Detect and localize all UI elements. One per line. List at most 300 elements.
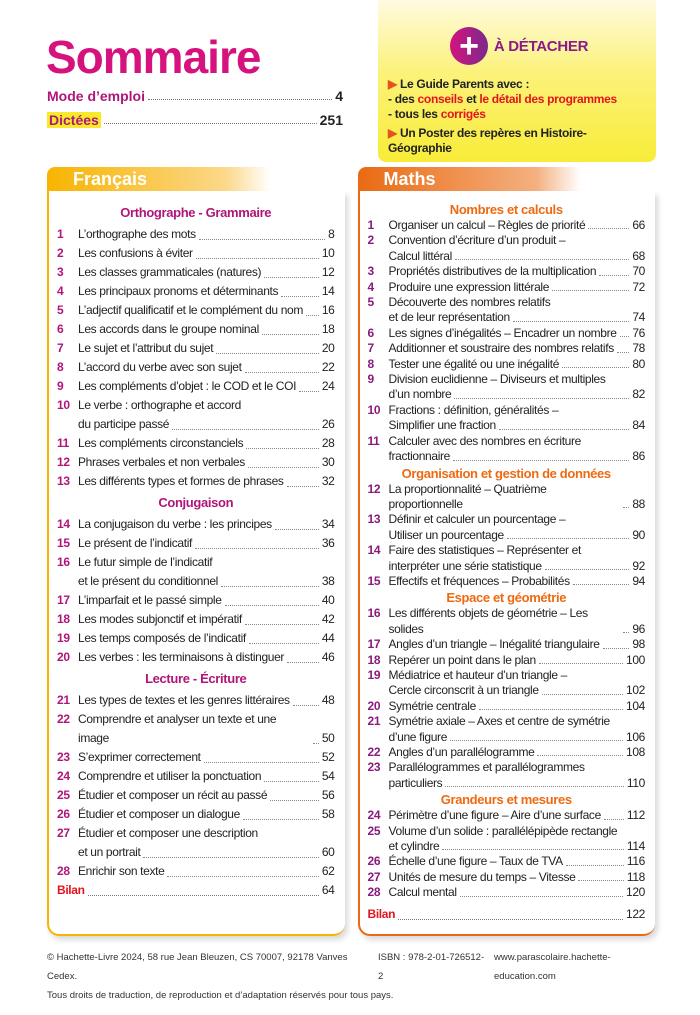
entry-text — [78, 748, 335, 767]
entry-line — [78, 648, 335, 667]
section-heading: Orthographe - Grammaire — [120, 205, 272, 220]
toc-entry[interactable] — [57, 282, 335, 301]
entry-number: 13 — [57, 474, 70, 488]
entry-number: 11 — [367, 433, 380, 448]
dot-leader — [513, 321, 630, 322]
entry-line — [78, 691, 335, 710]
entry-title: Étudier et composer une description — [78, 826, 258, 840]
entry-page: 82 — [632, 387, 645, 402]
entry-page: 10 — [321, 246, 335, 260]
entry-page: 48 — [321, 693, 335, 707]
dot-leader — [445, 786, 624, 787]
section-heading: Lecture - Écriture — [145, 671, 247, 686]
entry-number: 19 — [367, 667, 381, 682]
entry-title: Volume d’un solide : parallélépipède rectangle — [388, 823, 618, 838]
entry-page: 18 — [321, 322, 335, 336]
entry-page: 120 — [626, 885, 645, 900]
entry-line — [78, 244, 335, 263]
entry-text — [389, 403, 646, 434]
toc-entry[interactable] — [57, 515, 335, 534]
toc-entry[interactable] — [368, 808, 646, 823]
dot-leader — [566, 865, 624, 866]
entry-title: Les confusions à éviter — [78, 246, 193, 260]
entry-line — [78, 472, 335, 491]
entry-number: 26 — [57, 807, 70, 821]
toc-entry[interactable] — [57, 748, 335, 767]
toc-entry[interactable] — [368, 341, 646, 356]
entry-title: Les compléments d’objet : le COD et le COI — [78, 379, 297, 393]
maths-toc — [360, 191, 656, 924]
entry-number: 3 — [367, 264, 374, 279]
bilan-label: Bilan — [57, 883, 85, 897]
entry-number: 19 — [57, 631, 70, 645]
entry-number: 3 — [57, 265, 64, 279]
entry-page: 116 — [626, 854, 645, 869]
entry-title: Calculer avec des nombres en écriture — [388, 433, 581, 448]
entry-text — [78, 710, 335, 748]
toc-entry[interactable] — [368, 714, 646, 745]
entry-line — [389, 668, 646, 683]
entry-line — [78, 748, 335, 767]
entry-title: L’imparfait et le passé simple — [78, 593, 222, 607]
entry-line — [389, 372, 646, 387]
entry-title: S’exprimer correctement — [78, 750, 201, 764]
entry-page: 110 — [626, 775, 645, 790]
toc-entry[interactable] — [368, 668, 646, 699]
entry-text — [389, 280, 646, 295]
entry-line — [78, 415, 335, 434]
entry-page: 30 — [321, 455, 335, 469]
entry-title: Organiser un calcul – Règles de priorité — [388, 218, 586, 232]
dot-leader — [542, 694, 623, 695]
toc-entry[interactable] — [57, 862, 335, 881]
toc-entry[interactable] — [57, 358, 335, 377]
dot-leader — [216, 353, 319, 354]
entry-page: 72 — [632, 279, 645, 294]
plus-icon: + — [450, 27, 488, 65]
entry-title: Angles d’un parallélogramme — [388, 745, 535, 759]
entry-number: 23 — [57, 750, 70, 764]
toc-entry[interactable] — [368, 606, 646, 637]
toc-entry-bilan[interactable] — [368, 905, 646, 924]
entry-number: 21 — [57, 693, 70, 707]
entry-title: La conjugaison du verbe : les principes — [78, 517, 272, 531]
toc-entry[interactable] — [368, 295, 646, 326]
entry-page: 122 — [626, 906, 645, 921]
detach-line: Un Poster des repères en Histoire-Géographie — [388, 126, 587, 155]
dot-leader — [623, 632, 629, 633]
toc-entry[interactable] — [368, 854, 646, 869]
entry-number: 28 — [57, 864, 70, 878]
entry-number: 18 — [57, 612, 70, 626]
toc-entry-mode-emploi[interactable] — [47, 88, 343, 104]
dot-leader — [617, 352, 629, 353]
entry-number: 23 — [367, 760, 381, 775]
entry-line — [78, 320, 335, 339]
entry-line — [389, 854, 646, 869]
rights: Tous droits de traduction, de reproduction et d’adaptation réservés pour tous pays. — [47, 989, 394, 1001]
entry-page: 106 — [626, 729, 645, 744]
entry-line — [78, 534, 335, 553]
entry-title: L’adjectif qualificatif et le complément du nom — [78, 303, 304, 317]
dot-leader — [148, 99, 332, 100]
dot-leader — [264, 277, 319, 278]
entry-page: 42 — [321, 612, 335, 626]
toc-entry[interactable] — [57, 767, 335, 786]
dot-leader — [196, 258, 319, 259]
entry-text — [78, 434, 335, 453]
isbn: ISBN : 978-2-01-726512-2 — [377, 951, 485, 982]
entry-text — [389, 482, 646, 513]
entry-text — [78, 534, 335, 553]
entry-page: 36 — [321, 536, 335, 550]
toc-entry[interactable] — [368, 403, 646, 434]
entry-number: 4 — [57, 284, 64, 298]
toc-entry[interactable] — [57, 453, 335, 472]
entry-page: 12 — [321, 265, 335, 279]
entry-title: et le présent du conditionnel — [78, 574, 218, 588]
dot-leader — [453, 460, 629, 461]
entry-page: 28 — [321, 436, 335, 450]
entry-line — [389, 449, 646, 464]
dot-leader — [588, 228, 629, 229]
entry-text — [78, 515, 335, 534]
entry-line — [78, 434, 335, 453]
entry-line — [78, 824, 335, 843]
toc-entry[interactable] — [368, 434, 646, 465]
dot-leader — [195, 548, 319, 549]
entry-text — [78, 648, 335, 667]
website-link[interactable]: www.parascolaire.hachette-education.com — [494, 951, 611, 982]
arrow-right-icon: ▶ — [388, 126, 397, 140]
entry-line — [389, 295, 646, 310]
entry-title: Les classes grammaticales (natures) — [78, 265, 262, 279]
toc-entry[interactable] — [57, 320, 335, 339]
entry-line — [389, 326, 646, 341]
entry-page: 50 — [321, 731, 335, 745]
toc-entry[interactable] — [368, 372, 646, 403]
entry-text — [78, 629, 335, 648]
entry-line — [389, 249, 646, 264]
entry-line — [78, 282, 335, 301]
entry-page: 80 — [632, 356, 645, 371]
entry-text — [389, 854, 646, 869]
entry-line — [389, 808, 646, 823]
entry-page: 74 — [632, 310, 645, 325]
entry-text — [389, 295, 646, 326]
francais-tab: Français — [47, 167, 345, 191]
entry-number: 13 — [367, 512, 381, 527]
entry-title: Le présent de l’indicatif — [78, 536, 192, 550]
dot-leader — [167, 876, 318, 877]
toc-entry[interactable] — [368, 357, 646, 372]
entry-title: Symétrie axiale – Axes et centre de symétrie — [388, 714, 610, 729]
entry-page: 8 — [328, 227, 335, 241]
entry-text — [389, 606, 646, 637]
francais-panel — [47, 167, 345, 936]
entry-title: interpréter une série statistique — [388, 558, 542, 573]
toc-entry[interactable] — [368, 218, 646, 233]
entry-title: Découverte des nombres relatifs — [388, 295, 551, 310]
entry-number: 2 — [367, 233, 374, 248]
entry-line — [389, 839, 646, 854]
entry-title: Les différents objets de géométrie – Les solides — [388, 606, 588, 636]
entry-title: Enrichir son texte — [78, 864, 165, 878]
detach-text: - tous les — [388, 107, 441, 121]
entry-line — [389, 606, 646, 637]
toc-entry[interactable] — [57, 244, 335, 263]
entry-page: 78 — [632, 341, 645, 356]
dot-leader — [275, 529, 319, 530]
toc-entry[interactable] — [57, 591, 335, 610]
toc-entry[interactable] — [368, 543, 646, 574]
entry-page: 66 — [632, 218, 645, 232]
entry-text — [389, 543, 646, 574]
toc-entry[interactable] — [368, 885, 646, 900]
entry-title: et de leur représentation — [388, 310, 510, 325]
entry-title: Simplifier une fraction — [388, 418, 496, 433]
toc-entry[interactable] — [57, 691, 335, 710]
toc-entry[interactable] — [57, 710, 335, 748]
entry-number: 24 — [367, 808, 381, 823]
entry-label: Mode d’emploi — [47, 88, 145, 104]
toc-entry[interactable] — [57, 610, 335, 629]
entry-number: 24 — [57, 769, 70, 783]
bilan-label: Bilan — [367, 906, 396, 921]
dot-leader — [287, 662, 319, 663]
entry-line — [78, 862, 335, 881]
entry-number: 8 — [57, 360, 64, 374]
toc-entry[interactable] — [57, 225, 335, 244]
detach-highlight: corrigés — [440, 107, 486, 121]
entry-page: 84 — [632, 418, 645, 433]
toc-entry[interactable] — [57, 377, 335, 396]
arrow-right-icon: ▶ — [388, 77, 397, 91]
toc-entry[interactable] — [57, 648, 335, 667]
entry-text — [389, 668, 646, 699]
entry-title: Symétrie centrale — [388, 698, 476, 713]
entry-number: 12 — [57, 455, 70, 469]
entry-title: d’un nombre — [388, 387, 452, 402]
entry-title: Les modes subjonctif et impératif — [78, 612, 242, 626]
entry-number: 14 — [367, 543, 381, 558]
entry-line — [389, 776, 646, 791]
entry-text — [389, 357, 646, 372]
entry-title: Les signes d’inégalités – Encadrer un nombre — [388, 325, 617, 340]
toc-entry[interactable] — [368, 574, 646, 589]
entry-line — [78, 710, 335, 748]
entry-line — [389, 403, 646, 418]
dot-leader — [450, 740, 623, 741]
toc-entry[interactable] — [368, 326, 646, 341]
dot-leader — [539, 663, 623, 664]
entry-number: 11 — [57, 436, 69, 450]
entry-title: Calcul mental — [388, 885, 457, 900]
page-title: Sommaire — [46, 31, 261, 83]
entry-title: Les accords dans le groupe nominal — [78, 322, 259, 336]
dot-leader — [507, 538, 629, 539]
toc-entry[interactable] — [57, 339, 335, 358]
entry-line — [389, 699, 646, 714]
dot-leader — [573, 584, 630, 585]
entry-line — [389, 387, 646, 402]
entry-line — [389, 559, 646, 574]
entry-page: 58 — [321, 807, 335, 821]
dot-leader — [552, 290, 629, 291]
toc-entry[interactable] — [368, 233, 646, 264]
entry-page: 26 — [321, 417, 335, 431]
toc-entry[interactable] — [368, 482, 646, 513]
entry-title: et un portrait — [78, 845, 141, 859]
dot-leader — [442, 849, 624, 850]
entry-text — [389, 760, 646, 791]
toc-entry[interactable] — [57, 824, 335, 862]
toc-entry[interactable] — [368, 760, 646, 791]
entry-number: 10 — [367, 402, 381, 417]
entry-text — [78, 358, 335, 377]
entry-line — [78, 572, 335, 591]
toc-entry[interactable] — [57, 301, 335, 320]
toc-entry[interactable] — [368, 824, 646, 855]
dot-leader — [199, 239, 325, 240]
entry-text — [78, 339, 335, 358]
entry-page: 20 — [321, 341, 335, 355]
dot-leader — [264, 781, 319, 782]
entry-line — [389, 218, 646, 233]
dot-leader — [455, 259, 629, 260]
entry-line — [389, 341, 646, 356]
toc-entry[interactable] — [368, 512, 646, 543]
entry-number: 16 — [367, 606, 381, 621]
entry-line — [389, 528, 646, 543]
dot-leader — [562, 367, 629, 368]
toc-entry[interactable] — [368, 699, 646, 714]
entry-page: 32 — [321, 474, 335, 488]
dot-leader — [248, 467, 319, 468]
entry-text — [78, 244, 335, 263]
entry-number: 25 — [367, 823, 381, 838]
entry-text — [389, 699, 646, 714]
detach-text: et — [463, 92, 480, 106]
entry-title: Cercle circonscrit à un triangle — [388, 683, 539, 698]
entry-number: 5 — [57, 303, 64, 317]
entry-number: 4 — [367, 279, 374, 294]
entry-number: 9 — [57, 379, 64, 393]
toc-entry[interactable] — [368, 653, 646, 668]
toc-entry[interactable] — [368, 280, 646, 295]
entry-number: 6 — [367, 325, 374, 340]
entry-text — [389, 824, 646, 855]
entry-text — [389, 714, 646, 745]
toc-entry-dictees[interactable] — [47, 112, 343, 128]
dot-leader — [306, 315, 319, 316]
entry-page: 104 — [626, 698, 645, 713]
entry-text — [78, 591, 335, 610]
entry-page: 40 — [321, 593, 335, 607]
entry-page: 70 — [632, 264, 645, 279]
entry-number: 15 — [367, 573, 381, 588]
entry-number: 7 — [57, 341, 64, 355]
entry-text — [389, 512, 646, 543]
entry-title: Les principaux pronoms et déterminants — [78, 284, 279, 298]
entry-number: 17 — [367, 637, 381, 652]
toc-entry[interactable] — [368, 745, 646, 760]
entry-title: Les types de textes et les genres littéraires — [78, 693, 290, 707]
entry-text — [389, 808, 646, 823]
toc-entry[interactable] — [57, 553, 335, 591]
entry-text — [389, 870, 646, 885]
toc-entry[interactable] — [57, 786, 335, 805]
entry-text — [78, 767, 335, 786]
entry-page: 16 — [321, 303, 335, 317]
entry-line — [78, 591, 335, 610]
entry-line — [78, 377, 335, 396]
toc-entry[interactable] — [57, 534, 335, 553]
entry-page: 34 — [321, 517, 335, 531]
toc-entry[interactable] — [57, 396, 335, 434]
copyright: © Hachette-Livre 2024, 58 rue Jean Bleuzen, CS 70007, 92178 Vanves Cedex. — [47, 951, 348, 982]
toc-entry[interactable] — [57, 472, 335, 491]
entry-text — [78, 225, 335, 244]
entry-title: Comprendre et utiliser la ponctuation — [78, 769, 262, 783]
dot-leader — [172, 429, 319, 430]
section-heading: Espace et géométrie — [446, 590, 567, 606]
entry-line — [78, 263, 335, 282]
toc-entry[interactable] — [57, 629, 335, 648]
entry-title: Faire des statistiques – Représenter et — [388, 543, 581, 558]
entry-title: Les différents types et formes de phrases — [78, 474, 284, 488]
toc-entry[interactable] — [368, 870, 646, 885]
entry-line — [389, 543, 646, 558]
entry-title: Le verbe : orthographe et accord — [78, 398, 241, 412]
entry-title: Comprendre et analyser un texte et une image — [78, 712, 277, 745]
entry-number: 14 — [57, 517, 70, 531]
entry-text — [389, 637, 646, 652]
dot-leader — [599, 275, 629, 276]
dot-leader — [454, 398, 629, 399]
entry-text — [78, 453, 335, 472]
main-content — [47, 167, 655, 1015]
toc-entry[interactable] — [57, 805, 335, 824]
entry-title: Phrases verbales et non verbales — [78, 455, 245, 469]
entry-title: Le sujet et l’attribut du sujet — [78, 341, 214, 355]
entry-text — [389, 372, 646, 403]
entry-text — [78, 472, 335, 491]
toc-entry[interactable] — [57, 263, 335, 282]
entry-text — [78, 610, 335, 629]
toc-entry-bilan[interactable] — [57, 881, 335, 900]
entry-text — [389, 341, 646, 356]
dot-leader — [262, 334, 319, 335]
entry-text — [78, 786, 335, 805]
entry-page: 54 — [321, 769, 335, 783]
detach-highlight: le détail des programmes — [479, 92, 617, 106]
entry-line — [389, 310, 646, 325]
francais-toc — [49, 191, 345, 900]
entry-line — [389, 730, 646, 745]
toc-entry[interactable] — [368, 637, 646, 652]
dot-leader — [479, 709, 623, 710]
toc-entry[interactable] — [368, 264, 646, 279]
entry-line — [78, 610, 335, 629]
toc-entry[interactable] — [57, 434, 335, 453]
section-heading: Conjugaison — [158, 495, 234, 510]
maths-panel — [358, 167, 656, 936]
dot-leader — [623, 507, 629, 508]
entry-title: Propriétés distributives de la multiplication — [388, 264, 597, 279]
entry-page: 100 — [626, 652, 645, 667]
entry-text — [389, 434, 646, 465]
